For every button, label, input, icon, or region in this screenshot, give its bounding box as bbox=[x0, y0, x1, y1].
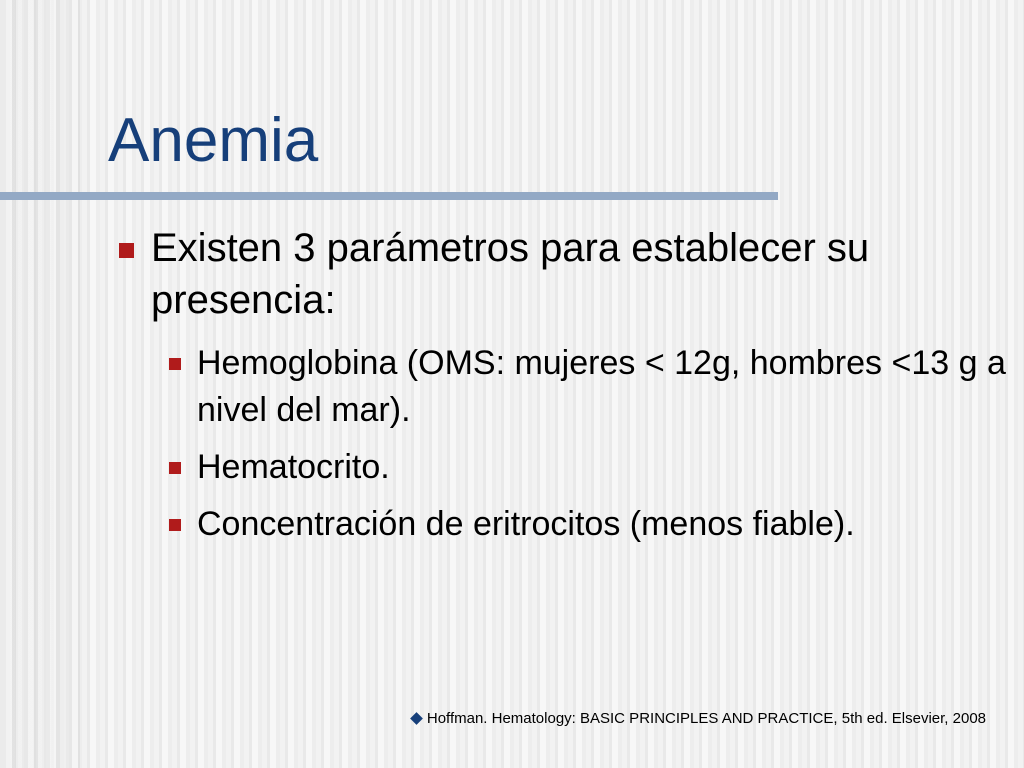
citation bbox=[409, 710, 986, 727]
sub-bullet-item bbox=[159, 340, 1013, 434]
bullet-item bbox=[113, 222, 1013, 326]
sub-bullet-text: Concentración de eritrocitos (menos fiable). bbox=[197, 505, 855, 543]
sub-bullet-item bbox=[159, 501, 1013, 548]
bullet-text: Existen 3 parámetros para establecer su presencia: bbox=[151, 226, 870, 322]
title-underline bbox=[0, 192, 778, 200]
sub-bullet-item bbox=[159, 444, 1013, 491]
square-bullet-icon bbox=[119, 243, 134, 258]
slide-content bbox=[113, 222, 1013, 558]
square-bullet-icon bbox=[169, 519, 181, 531]
diamond-icon bbox=[410, 712, 423, 725]
background-stripe-band bbox=[0, 0, 80, 768]
square-bullet-icon bbox=[169, 462, 181, 474]
sub-bullet-text: Hemoglobina (OMS: mujeres < 12g, hombres <13 g a nivel del mar). bbox=[197, 344, 1006, 429]
square-bullet-icon bbox=[169, 358, 181, 370]
citation-text: Hoffman. Hematology: BASIC PRINCIPLES AND PRACTICE, 5th ed. Elsevier, 2008 bbox=[426, 710, 986, 727]
sub-bullet-text: Hematocrito. bbox=[197, 448, 390, 486]
slide-title: Anemia bbox=[108, 106, 319, 175]
